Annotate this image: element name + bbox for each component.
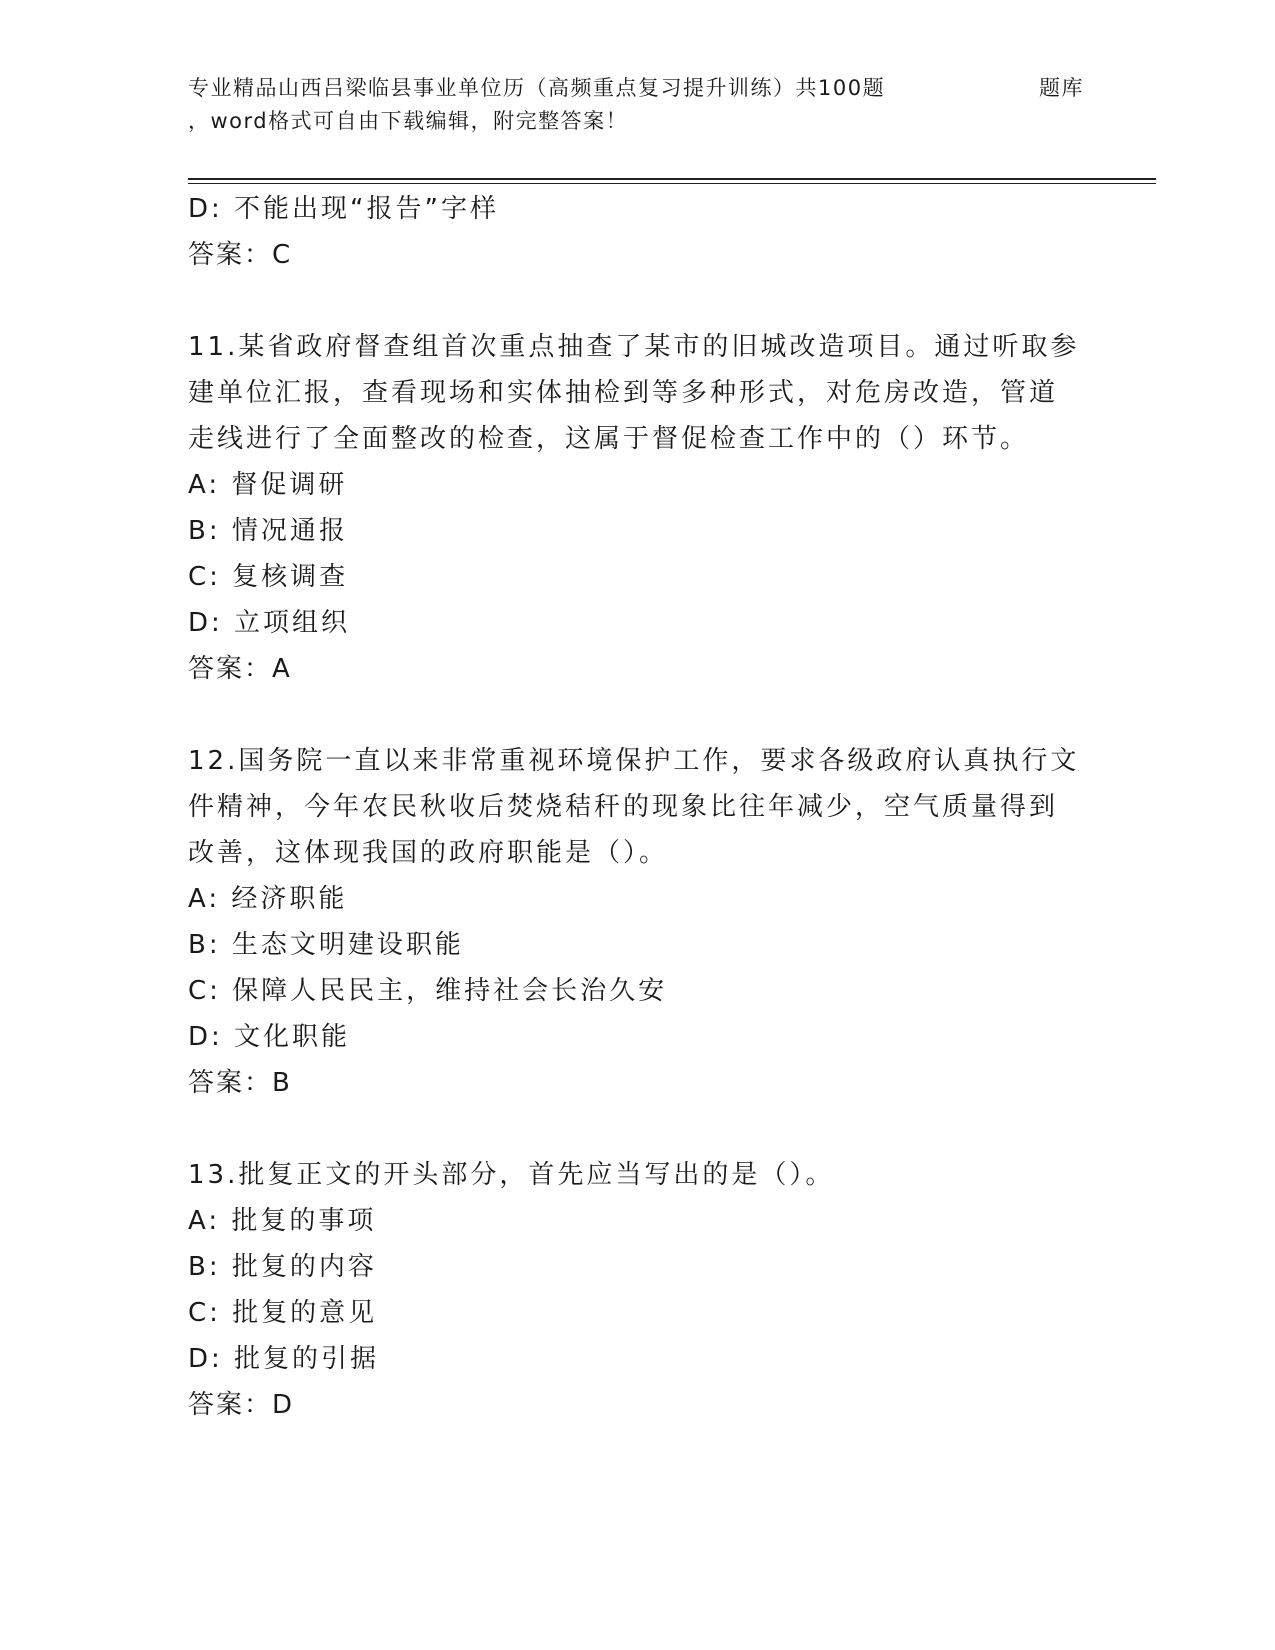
option-b: B: 批复的内容: [188, 1252, 377, 1282]
prev-option-d: D: 不能出现“报告”字样: [188, 194, 499, 224]
option-c: C: 复核调查: [188, 562, 349, 592]
header-divider-thin: [188, 183, 1156, 184]
answer: 答案：B: [188, 1068, 292, 1098]
question-stem-line: 改善，这体现我国的政府职能是（）。: [188, 838, 669, 868]
question-13: [188, 1152, 1088, 1428]
header-divider-thick: [188, 178, 1156, 180]
spacer: [188, 278, 1088, 324]
option-a: A: 经济职能: [188, 884, 348, 914]
question-12: [188, 738, 1088, 1106]
option-d: D: 批复的引据: [188, 1344, 380, 1374]
header-tag: 题库: [1039, 76, 1084, 100]
question-stem-line: 11.某省政府督查组首次重点抽查了某市的旧城改造项目。通过听取参: [188, 332, 1080, 362]
header-title-line: [188, 72, 1088, 105]
option-a: A: 督促调研: [188, 470, 348, 500]
prev-answer: 答案：C: [188, 240, 293, 270]
page-header: [188, 72, 1088, 138]
question-stem-line: 13.批复正文的开头部分，首先应当写出的是（）。: [188, 1160, 835, 1190]
spacer: [188, 1106, 1088, 1152]
header-title: 专业精品山西吕梁临县事业单位历（高频重点复习提升训练）共100题: [188, 76, 886, 100]
option-a: A: 批复的事项: [188, 1206, 377, 1236]
answer: 答案：D: [188, 1390, 295, 1420]
question-stem-line: 12.国务院一直以来非常重视环境保护工作，要求各级政府认真执行文: [188, 746, 1080, 776]
question-11: [188, 324, 1088, 692]
option-d: D: 立项组织: [188, 608, 351, 638]
option-c: C: 批复的意见: [188, 1298, 378, 1328]
question-stem-line: 走线进行了全面整改的检查，这属于督促检查工作中的（）环节。: [188, 424, 1030, 454]
option-c: C: 保障人民民主，维持社会长治久安: [188, 976, 668, 1006]
spacer: [188, 692, 1088, 738]
option-b: B: 情况通报: [188, 516, 348, 546]
question-stem-line: 建单位汇报，查看现场和实体抽检到等多种形式，对危房改造，管道: [188, 378, 1059, 408]
answer: 答案：A: [188, 654, 292, 684]
question-stem-line: 件精神，今年农民秋收后焚烧秸秆的现象比往年减少，空气质量得到: [188, 792, 1059, 822]
option-b: B: 生态文明建设职能: [188, 930, 464, 960]
document-body: [188, 186, 1088, 1428]
option-d: D: 文化职能: [188, 1022, 351, 1052]
header-subtitle: ，word格式可自由下载编辑，附完整答案！: [188, 109, 629, 133]
